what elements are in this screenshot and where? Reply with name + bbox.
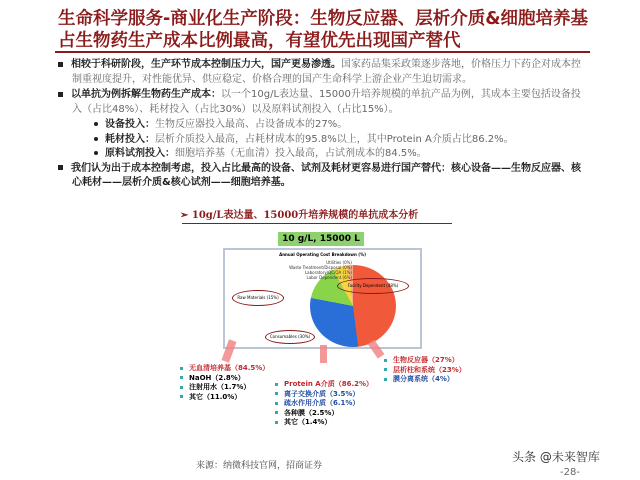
list-item: 其它（11.0%） <box>180 393 269 403</box>
sub-bullet-text: 细胞培养基（无血清）投入最高，占试剂成本的84.5%。 <box>175 148 427 159</box>
list-item: 离子交换介质（3.5%） <box>275 390 373 400</box>
sub-bullet-bold: 耗材投入： <box>105 133 155 145</box>
pie-label-lab: Laboratory/QC/QA (1%) <box>304 270 352 275</box>
sub-bullet-item <box>58 147 588 162</box>
list-item: 层析柱和系统（23%） <box>384 366 466 376</box>
dot-bullet-icon <box>94 151 98 155</box>
bullet-item <box>58 162 588 191</box>
figure-title: ➢ 10g/L表达量、15000升培养规模的单抗成本分析 <box>180 210 419 221</box>
bullet-text: 以一个10g/L表达量、15000升培养规模的单抗产品为例，其成本主要包括设备投入（占比48%）、耗材投入（占比30%）以及原料试剂投入（占比15%）。 <box>72 89 581 115</box>
arrow-consumables <box>320 345 327 363</box>
square-bullet-icon <box>58 62 63 67</box>
pie-chart <box>223 248 422 349</box>
bullet-bold: 相较于科研阶段，生产环节成本控制压力大，国产更易渗透。 <box>71 59 341 70</box>
bullet-list <box>58 58 588 192</box>
page-title: 生命科学服务-商业化生产阶段：生物反应器、层析介质&细胞培养基占生物药生产成本比例最高，有望优先出现国产替代 <box>58 9 589 51</box>
list-item: 生物反应器（27%） <box>384 356 466 366</box>
list-item: 其它（1.4%） <box>275 418 373 428</box>
sub-bullet-bold: 原料试剂投入： <box>105 148 175 159</box>
sub-bullet-text: 生物反应器投入最高、占设备成本的27%。 <box>155 119 348 130</box>
raw-materials-list <box>180 364 269 402</box>
figure-divider <box>182 223 452 224</box>
title-divider <box>55 51 590 53</box>
facility-list <box>384 356 466 385</box>
bullet-text: 国家药品集采政策逐步落地，价格压力下药企对成本控制重视度提升，对性能优异、供应稳定、价格合理的国产生命科学上游企业产生迫切需求。 <box>72 59 581 85</box>
square-bullet-icon <box>58 92 63 97</box>
dot-bullet-icon <box>94 122 98 126</box>
scale-label: 10 g/L, 15000 L <box>278 232 364 246</box>
sub-bullet-text: 层析介质投入最高，占耗材成本的95.8%以上，其中Protein A介质占比86.2%。 <box>155 133 514 145</box>
consumables-list <box>275 380 373 428</box>
chart-title: Annual Operating Cost Breakdown (%) <box>279 252 366 257</box>
small-labels <box>277 260 352 280</box>
pie-label-consumables: Consumables (30%) <box>265 330 315 344</box>
bullet-bold: 我们认为出于成本控制考虑，投入占比最高的设备、试剂及耗材更容易进行国产替代：核心设备——生物反应器、核心耗材——层析介质&核心试剂——细胞培养基。 <box>71 162 581 188</box>
pie-label-facility: Facility Dependent (48%) <box>337 278 409 294</box>
pie-label-raw: Raw Materials (15%) <box>232 290 284 306</box>
bullet-bold: 以单抗为例拆解生物药生产成本： <box>71 89 221 100</box>
list-item: NaOH（2.8%） <box>180 374 269 384</box>
list-item: Protein A介质（86.2%） <box>275 380 373 390</box>
pie-label-waste: Waste Treatment/Disposal (0%) <box>289 265 352 270</box>
sub-bullet-bold: 设备投入： <box>105 119 155 130</box>
list-item: 疏水作用介质（6.1%） <box>275 399 373 409</box>
bullet-item <box>58 58 588 87</box>
dot-bullet-icon <box>94 137 98 141</box>
list-item: 各种膜（2.5%） <box>275 409 373 419</box>
pie-label-labor: Labor Dependent (6%) <box>306 275 352 280</box>
square-bullet-icon <box>58 165 63 170</box>
watermark: 头条 @未来智库 <box>512 450 600 464</box>
list-item: 注射用水（1.7%） <box>180 383 269 393</box>
bullet-item <box>58 88 588 117</box>
list-item: 无血清培养基（84.5%） <box>180 364 269 374</box>
sub-bullet-item <box>58 118 588 133</box>
list-item: 膜分离系统（4%） <box>384 375 466 385</box>
pie-label-utilities: Utilities (0%) <box>326 260 352 265</box>
sub-bullet-item <box>58 133 588 148</box>
source-note: 来源：纳微科技官网，招商证券 <box>196 461 323 471</box>
page-number: -28- <box>560 467 580 478</box>
